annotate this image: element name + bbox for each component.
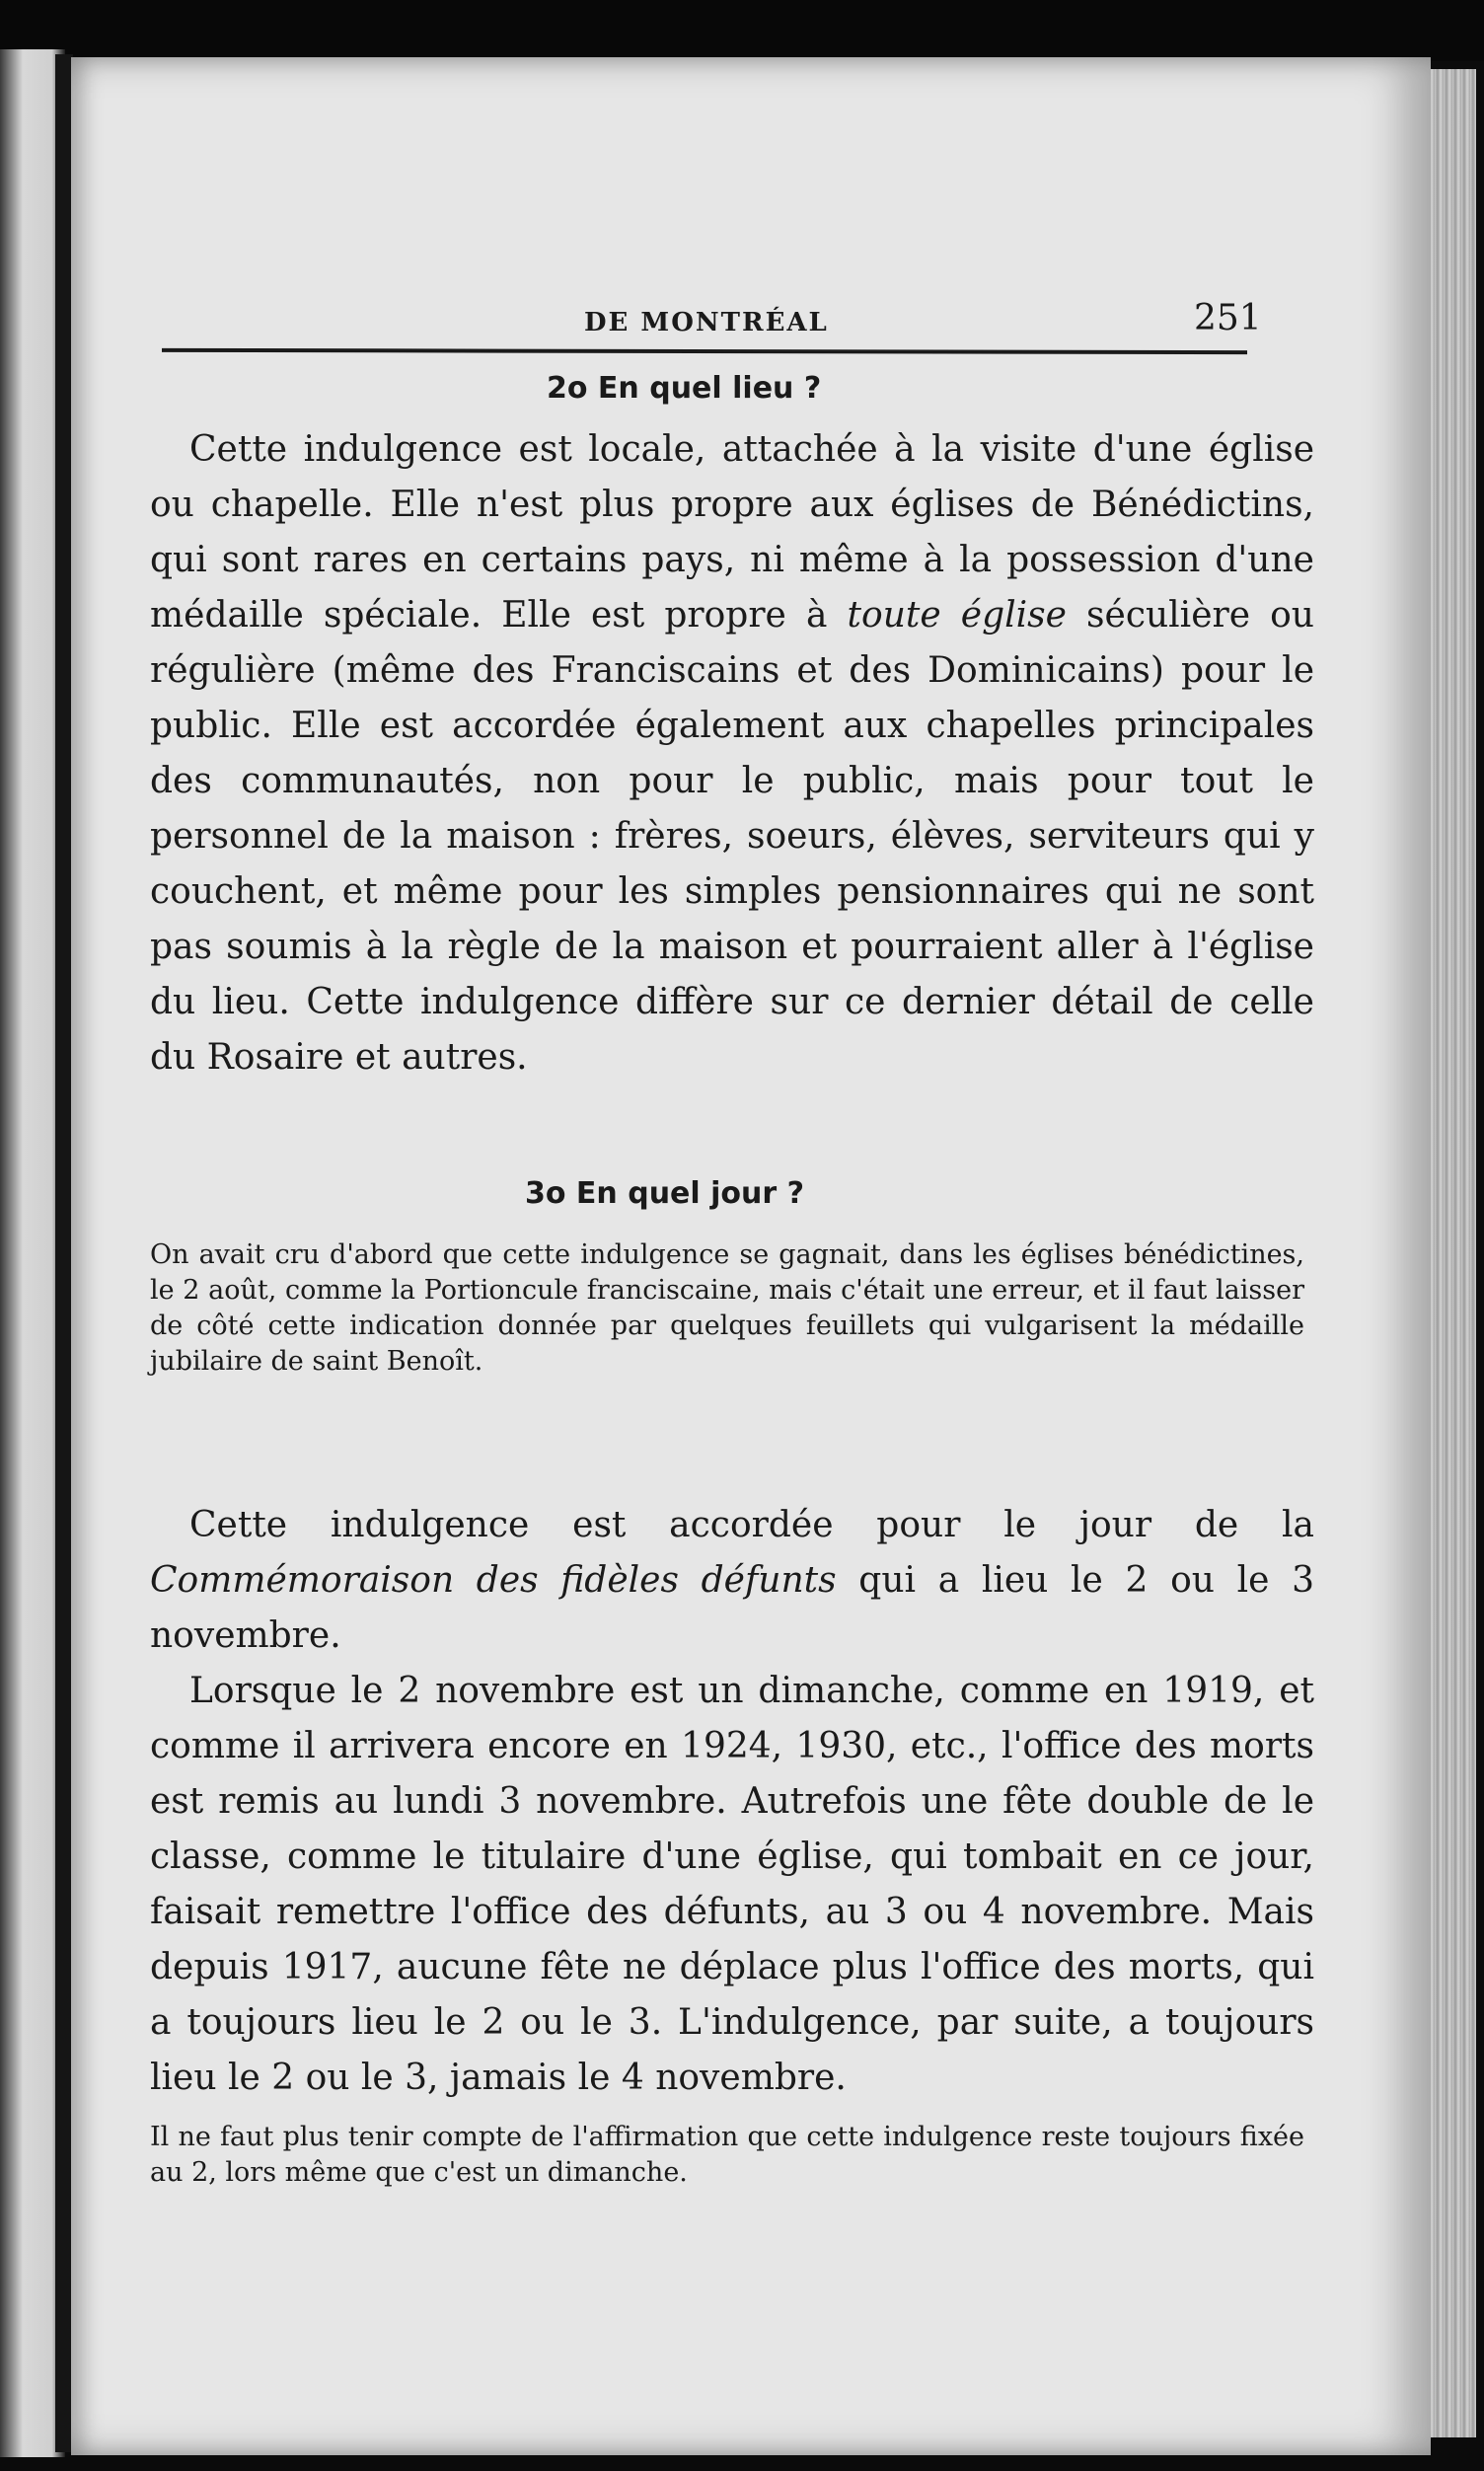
paragraph-commemoraison <box>150 1498 1314 2106</box>
paragraph-commemoraison-text-1: Cette indulgence est accordée pour le jour de la <box>189 1505 1314 1545</box>
paragraph-lieu-text-1: Cette indulgence est locale, attachée à la visite d'une église ou chapelle. Elle n'est plus propre aux églises de Bénédictins, qui sont rares en certains pays, ni même à la possession d'une médaille spéciale. Elle est propre à <box>150 429 1314 636</box>
paragraph-lieu-text-2: séculière ou régulière (même des Franciscains et des Dominicains) pour le public. Elle est accordée également aux chapelles principales des communautés, non pour le public, mais pour tout le personnel de la maison : frères, soeurs, élèves, serviteurs qui y couchent, et même pour les simples pensionnaires qui ne sont pas soumis à la règle de la maison et pourraient aller à l'église du lieu. Cette indulgence diffère sur ce dernier détail de celle du Rosaire et autres. <box>150 595 1314 1078</box>
page-header <box>71 253 1431 341</box>
header-rule <box>162 348 1247 354</box>
paragraph-commemoraison-italic: Commémoraison des fidèles défunts <box>150 1560 837 1601</box>
section-heading-lieu: 2o En quel lieu ? <box>547 371 822 406</box>
paragraph-dimanche: Lorsque le 2 novembre est un dimanche, comme en 1919, et comme il arrivera encore en 1924, 1930, etc., l'office des morts est remis au lundi 3 novembre. Autrefois une fête double de le classe, comme le titulaire d'une église, qui tombait en ce jour, faisait remettre l'office des défunts, au 3 ou 4 novembre. Mais depuis 1917, aucune fête ne déplace plus l'office des morts, qui a toujours lieu le 2 ou le 3. L'indulgence, par suite, a toujours lieu le 2 ou le 3, jamais le 4 novembre. <box>150 1671 1314 2098</box>
book-page <box>71 57 1431 2455</box>
note-fixee <box>150 2120 1304 2191</box>
page-number: 251 <box>1194 298 1262 338</box>
paragraph-lieu <box>150 422 1314 1086</box>
note-portioncule <box>150 1237 1304 1380</box>
running-head: DE MONTRÉAL <box>584 308 829 337</box>
scan-top-border <box>0 0 1484 61</box>
note-fixee-text: Il ne faut plus tenir compte de l'affirmation que cette indulgence reste toujours fixée au 2, lors même que c'est un dimanche. <box>150 2122 1304 2188</box>
section-heading-jour: 3o En quel jour ? <box>525 1176 805 1211</box>
paragraph-lieu-italic: toute église <box>847 595 1067 636</box>
note-portioncule-text: On avait cru d'abord que cette indulgence se gagnait, dans les églises bénédictines, le 2 août, comme la Portioncule franciscaine, mais c'était une erreur, et il faut laisser de côté cette indication donnée par quelques feuillets qui vulgarisent la médaille jubilaire de saint Benoît. <box>150 1239 1304 1377</box>
paragraph-commemoraison-text-2: qui a lieu le 2 ou le 3 novembre. <box>150 1560 1315 1656</box>
